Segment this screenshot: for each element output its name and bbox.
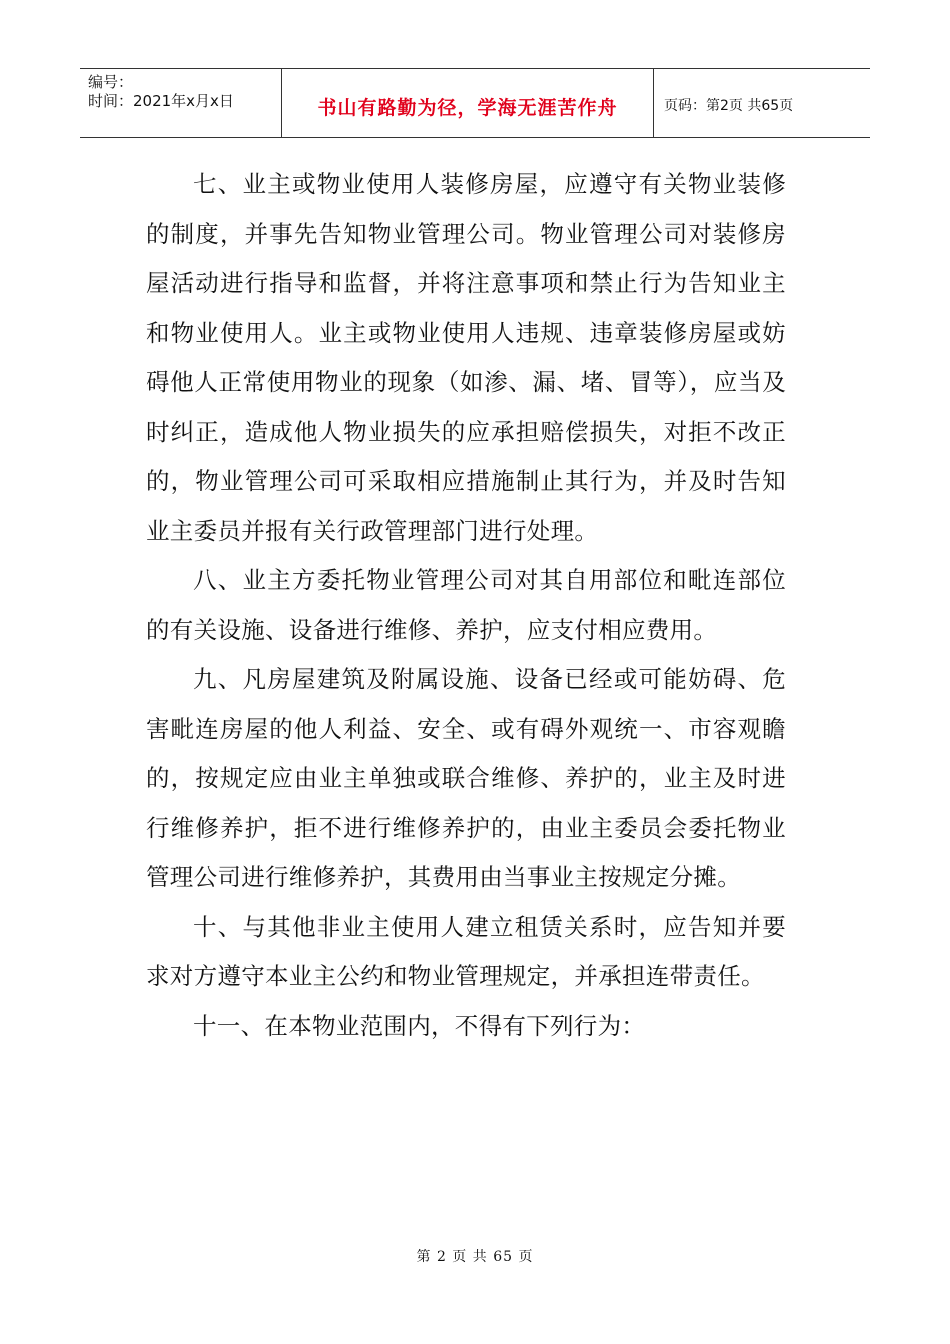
document-body xyxy=(146,160,786,1051)
paragraph-11: 十一、在本物业范围内，不得有下列行为： xyxy=(193,1011,646,1040)
number-label: 编号： xyxy=(88,73,134,91)
paragraph-8: 八、业主方委托物业管理公司对其自用部位和毗连部位的有关设施、设备进行维修、养护，应支付相应费用。 xyxy=(146,566,786,644)
paragraph-10: 十、与其他非业主使用人建立租赁关系时，应告知并要求对方遵守本业主公约和物业管理规定，并承担连带责任。 xyxy=(146,912,786,990)
page-footer: 第 2 页 共 65 页 xyxy=(416,1249,534,1265)
header-meta xyxy=(80,69,282,137)
header-motto: 书山有路勤为径，学海无涯苦作舟 xyxy=(282,69,654,137)
page-header xyxy=(80,68,870,138)
paragraph-9: 九、凡房屋建筑及附属设施、设备已经或可能妨碍、危害毗连房屋的他人利益、安全、或有碍外观统一、市容观瞻的，按规定应由业主单独或联合维修、养护的，业主及时进行维修养护，拒不进行维修养护的，由业主委员会委托物业管理公司进行维修养护，其费用由当事业主按规定分摊。 xyxy=(146,665,786,891)
time-label: 时间：2021年x月x日 xyxy=(88,92,234,110)
paragraph-7: 七、业主或物业使用人装修房屋，应遵守有关物业装修的制度，并事先告知物业管理公司。物业管理公司对装修房屋活动进行指导和监督，并将注意事项和禁止行为告知业主和物业使用人。业主或物业使用人违规、违章装修房屋或妨碍他人正常使用物业的现象（如渗、漏、堵、冒等），应当及时纠正，造成他人物业损失的应承担赔偿损失，对拒不改正的，物业管理公司可采取相应措施制止其行为，并及时告知业主委员并报有关行政管理部门进行处理。 xyxy=(146,170,786,545)
header-page-info: 页码：第2页 共65页 xyxy=(664,98,794,114)
